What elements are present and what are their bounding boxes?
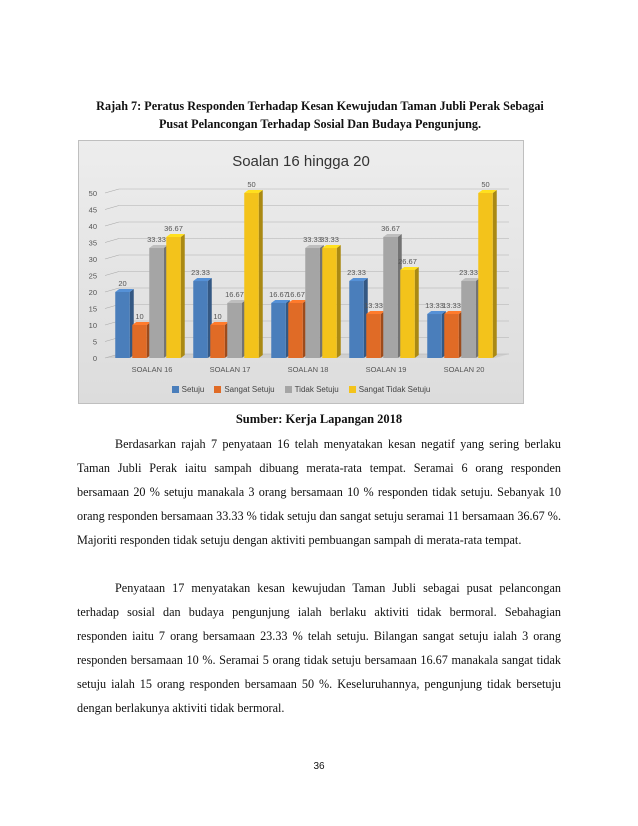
data-label: 16.67 <box>286 289 305 299</box>
data-label: 23.33 <box>459 268 478 278</box>
data-label: 50 <box>247 180 256 189</box>
bar <box>461 281 476 358</box>
bar <box>132 325 147 358</box>
bar <box>400 270 415 358</box>
y-tick-label: 45 <box>88 205 97 215</box>
legend-label: Sangat Setuju <box>224 385 275 394</box>
bar-side <box>415 267 419 358</box>
gridline-depth <box>105 222 119 226</box>
legend-swatch <box>172 386 179 393</box>
y-tick-label: 5 <box>92 337 97 347</box>
gridline-depth <box>105 189 119 193</box>
y-tick-label: 15 <box>88 304 97 314</box>
data-label: 33.33 <box>147 235 166 245</box>
bar <box>166 237 181 358</box>
x-tick-label: SOALAN 17 <box>209 365 251 374</box>
x-tick-label: SOALAN 19 <box>365 365 407 374</box>
y-tick-label: 30 <box>88 255 97 264</box>
legend-item <box>285 385 339 394</box>
bar <box>193 281 208 358</box>
x-tick-label: SOALAN 20 <box>443 365 485 374</box>
data-label: 26.67 <box>398 256 417 266</box>
data-label: 10 <box>213 312 222 321</box>
bar <box>244 193 259 358</box>
y-tick-label: 50 <box>88 189 97 198</box>
legend-item <box>349 385 431 394</box>
bar <box>444 314 459 358</box>
gridline-depth <box>105 206 119 210</box>
bar <box>383 237 398 358</box>
bar-side <box>337 245 341 358</box>
data-label: 16.67 <box>269 289 288 299</box>
data-label: 16.67 <box>225 289 244 299</box>
bar <box>288 303 303 358</box>
data-label: 10 <box>135 312 144 321</box>
paragraph-2: Penyataan 17 menyatakan kesan kewujudan Taman Jubli sebagai pusat pelancongan terhadap sosial dan budaya pengunjung ialah berlaku aktiviti tidak bermoral. Sebahagian responden iaitu 7 orang bersamaan 23.33 % telah setuju. Bilangan sangat setuju ialah 3 orang responden bersamaan 10 %. Seramai 5 orang tidak setuju bersamaan 16.67 manakala sangat tidak setuju ialah 15 orang responden bersamaan 50 %. Keseluruhannya, pengunjung tidak bersetuju dengan berlakunya aktiviti tidak bermoral. <box>77 581 561 715</box>
chart-container <box>78 140 524 404</box>
gridline-depth <box>105 272 119 276</box>
y-tick-label: 25 <box>88 271 97 281</box>
bar-side <box>259 190 263 358</box>
legend-swatch <box>214 386 221 393</box>
page-number: 36 <box>313 761 325 772</box>
data-label: 33.33 <box>303 235 322 245</box>
bar <box>349 281 364 358</box>
data-label: 20 <box>118 279 127 288</box>
legend-item <box>172 385 205 394</box>
bar <box>115 292 130 358</box>
y-tick-label: 20 <box>88 288 97 297</box>
data-label: 13.33 <box>364 301 383 311</box>
legend-swatch <box>285 386 292 393</box>
legend-label: Sangat Tidak Setuju <box>358 385 431 394</box>
chart-title: Soalan 16 hingga 20 <box>232 153 370 170</box>
bar <box>210 325 225 358</box>
y-tick-label: 10 <box>88 321 97 330</box>
bar <box>271 303 286 358</box>
x-tick-label: SOALAN 18 <box>287 365 329 374</box>
caption-line-2: Pusat Pelancongan Terhadap Sosial Dan Budaya Pengunjung. <box>158 117 482 131</box>
data-label: 13.33 <box>442 301 461 311</box>
caption-line-1: Rajah 7: Peratus Responden Terhadap Kesan Kewujudan Taman Jubli Perak Sebagai <box>96 99 544 113</box>
paragraph-1: Berdasarkan rajah 7 penyataan 16 telah menyatakan kesan negatif yang sering berlaku Taman Jubli Perak iaitu sampah dibuang merata-rata tempat. Seramai 6 orang responden bersamaan 20 % setuju manakala 3 orang bersamaan 10 % responden tidak setuju. Sebanyak 10 orang responden bersamaan 33.33 % tidak setuju dan sangat setuju seramai 11 bersamaan 36.67 %. Majoriti responden tidak setuju dengan aktiviti pembuangan sampah di merata-rata tempat. <box>77 437 561 547</box>
bar <box>227 303 242 358</box>
legend-item <box>214 385 274 394</box>
data-label: 33.33 <box>320 235 339 245</box>
bar <box>322 248 337 358</box>
data-label: 13.33 <box>425 301 444 311</box>
y-tick-label: 0 <box>92 354 97 363</box>
data-label: 36.67 <box>381 223 400 233</box>
bar <box>478 193 493 358</box>
legend-swatch <box>349 386 356 393</box>
bar <box>305 248 320 358</box>
bar-side <box>181 234 185 358</box>
figure-caption <box>70 97 570 133</box>
data-label: 23.33 <box>191 268 210 278</box>
bar <box>149 248 164 358</box>
y-tick-label: 35 <box>88 238 97 248</box>
source-note: Sumber: Kerja Lapangan 2018 <box>235 412 403 426</box>
legend-label: Tidak Setuju <box>294 385 339 394</box>
data-label: 50 <box>481 180 490 189</box>
data-label: 23.33 <box>347 268 366 278</box>
gridline-depth <box>105 239 119 243</box>
bar-chart <box>79 141 523 403</box>
bar <box>427 314 442 358</box>
data-label: 36.67 <box>164 223 183 233</box>
y-tick-label: 40 <box>88 222 97 231</box>
legend-label: Setuju <box>181 385 205 394</box>
bar <box>366 314 381 358</box>
gridline-depth <box>105 255 119 259</box>
bar-side <box>493 190 497 358</box>
x-tick-label: SOALAN 16 <box>131 365 173 374</box>
chart-legend <box>79 385 523 394</box>
